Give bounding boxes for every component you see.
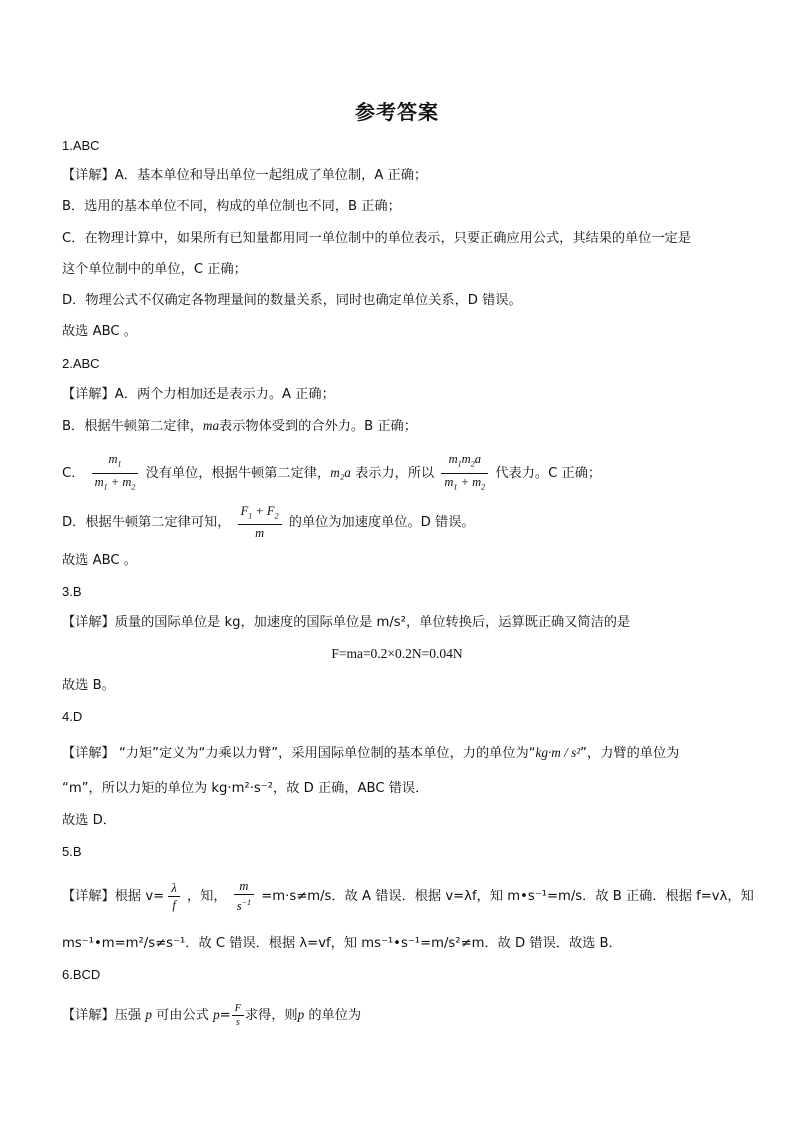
q3-formula: F=ma=0.2×0.2N=0.04N (331, 646, 463, 661)
q5-number: 5.B (62, 844, 82, 859)
q3-conclusion: 故选 B。 (62, 678, 115, 693)
fraction-f-over-s: $\frac{F}{s}$ (232, 1003, 244, 1028)
var-ma: ma (202, 418, 220, 433)
q4-line-1: 【详解】 “力矩”定义为“力乘以力臂”，采用国际单位制的基本单位，力的单位为“kg·m / s²”，力臂的单位为 (62, 745, 680, 761)
q6-number: 6.BCD (62, 967, 101, 982)
q2-line-b: B．根据牛顿第二定律，ma表示物体受到的合外力。B 正确； (62, 418, 417, 434)
q1-line-5: D．物理公式不仅确定各物理量间的数量关系，同时也确定单位关系，D 错误。 (62, 293, 522, 308)
q1-number: 1.ABC (62, 138, 100, 153)
fraction-lambda-over-f: $\frac{\lambda}{f}$ (168, 881, 179, 912)
q4-line-2: “m”，所以力矩的单位为 kg·m²·s⁻²，故 D 正确，ABC 错误． (62, 781, 429, 796)
q1-line-2: B．选用的基本单位不同，构成的单位制也不同，B 正确； (62, 199, 401, 214)
q6-line-1: 【详解】压强 p 可由公式 p= $\frac{F}{s}$ 求得，则p 的单位为 (62, 1002, 362, 1028)
q1-conclusion: 故选 ABC 。 (62, 324, 137, 339)
q2-line-a: 【详解】A．两个力相加还是表示力。A 正确； (62, 387, 335, 402)
q1-line-1: 【详解】A．基本单位和导出单位一起组成了单位制，A 正确； (62, 168, 428, 183)
page-title: 参考答案 (355, 100, 439, 124)
var-m2a: m₂a (330, 465, 351, 480)
fraction-m-over-s-inv: $\frac{m}{s^{-1}}$ (234, 879, 254, 913)
q2-line-d: D．根据牛顿第二定律可知， $\frac{F_1 + F_2}{m}$ 的单位为加速度单位。D 错误。 (62, 503, 475, 541)
q1-line-3: C．在物理计算中，如果所有已知量都用同一单位制中的单位表示，只要正确应用公式，其结果的单位一定是 (62, 231, 692, 246)
q2-number: 2.ABC (62, 356, 100, 371)
q4-conclusion: 故选 D． (62, 813, 116, 828)
fraction-m1-over-sum: $\frac{m_1}{m_1 + m_2}$ (92, 452, 139, 494)
q3-line-1: 【详解】质量的国际单位是 kg，加速度的国际单位是 m/s²，单位转换后，运算既正确又简洁的是 (62, 615, 631, 630)
q5-line-2: ms⁻¹•m=m²/s≠s⁻¹．故 C 错误．根据 λ=vf，知 ms⁻¹•s⁻¹=m/s²≠m．故 D 错误．故选 B． (62, 936, 622, 951)
q2-conclusion: 故选 ABC 。 (62, 553, 137, 568)
q2-line-c: C． $\frac{m_1}{m_1 + m_2}$ 没有单位，根据牛顿第二定律，m₂a 表示力，所以 $\frac{m_1m_2a}{m_1 + m_2}$ 代表力。C 正确； (62, 452, 738, 492)
q1-line-4: 这个单位制中的单位，C 正确； (62, 262, 247, 277)
q3-number: 3.B (62, 584, 82, 599)
fraction-m1m2a-over-sum: $\frac{m_1m_2a}{m_1 + m_2}$ (441, 452, 488, 494)
q5-line-1: 【详解】根据 v= $\frac{\lambda}{f}$ ，知， $\frac{m}{s^{-1}}$ =m·s≠m/s．故 A 错误．根据 v=λf，知 m•s⁻¹=m/s．故 B 正确．根据 f=vλ，知 (62, 878, 754, 914)
fraction-f1f2-over-m: $\frac{F_1 + F_2}{m}$ (238, 504, 282, 541)
q4-number: 4.D (62, 709, 83, 724)
unit-kg-m-s2: kg·m / s² (535, 745, 581, 760)
